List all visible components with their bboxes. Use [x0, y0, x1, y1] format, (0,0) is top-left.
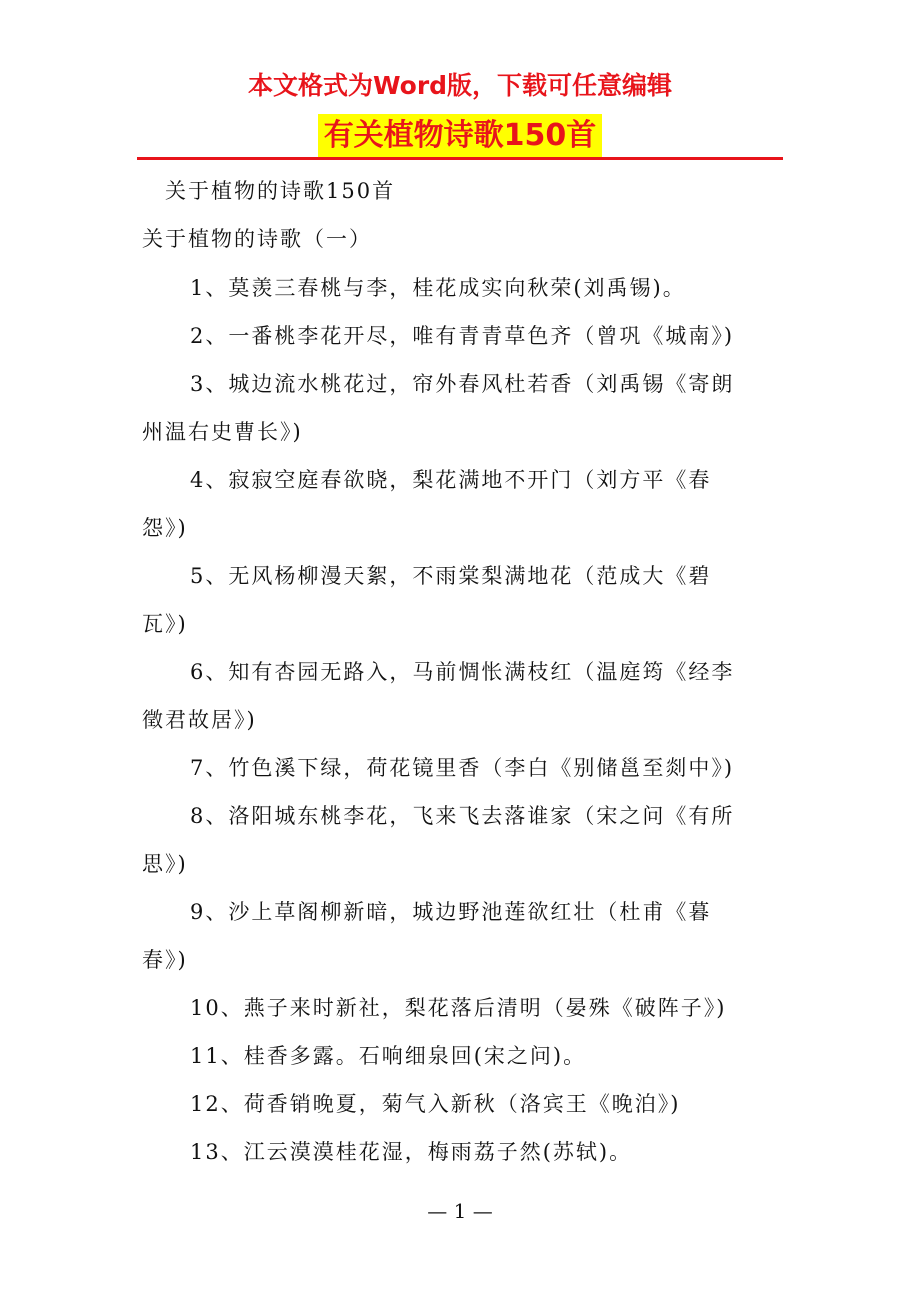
poem-line: 12、荷香销晚夏，菊气入新秋（洛宾王《晚泊》)	[190, 1092, 681, 1116]
poem-line: 13、江云漠漠桂花湿，梅雨荔子然(苏轼)。	[190, 1140, 633, 1164]
poem-line: 1、莫羡三春桃与李，桂花成实向秋荣(刘禹锡)。	[190, 276, 686, 300]
document-subtitle: 关于植物的诗歌150首	[165, 179, 396, 203]
poem-line: 7、竹色溪下绿，荷花镜里香（李白《别储邕至剡中》)	[190, 756, 735, 780]
poem-line: 6、知有杏园无路入，马前惆怅满枝红（温庭筠《经李	[190, 660, 735, 684]
poem-line: 3、城边流水桃花过，帘外春风杜若香（刘禹锡《寄朗	[190, 372, 735, 396]
document-title: 有关植物诗歌150首	[318, 114, 603, 158]
poem-line-continuation: 徵君故居》)	[142, 708, 257, 732]
poem-line: 5、无风杨柳漫天絮，不雨棠梨满地花（范成大《碧	[190, 564, 712, 588]
poem-line: 9、沙上草阁柳新暗，城边野池莲欲红壮（杜甫《暮	[190, 900, 712, 924]
poem-line-continuation: 春》)	[142, 948, 188, 972]
poem-line-continuation: 州温右史曹长》)	[142, 420, 303, 444]
poem-line-continuation: 思》)	[142, 852, 188, 876]
poem-line-continuation: 瓦》)	[142, 612, 188, 636]
poem-line: 8、洛阳城东桃李花，飞来飞去落谁家（宋之问《有所	[190, 804, 735, 828]
poem-line: 10、燕子来时新社，梨花落后清明（晏殊《破阵子》)	[190, 996, 727, 1020]
section-heading: 关于植物的诗歌（一）	[142, 227, 372, 251]
format-notice-banner: 本文格式为Word版，下载可任意编辑	[247, 71, 673, 100]
poem-line: 11、桂香多露。石响细泉回(宋之问)。	[190, 1044, 587, 1068]
poem-line-continuation: 怨》)	[142, 516, 188, 540]
poem-line: 4、寂寂空庭春欲晓，梨花满地不开门（刘方平《春	[190, 468, 712, 492]
page-number: — 1 —	[427, 1199, 493, 1223]
poem-line: 2、一番桃李花开尽，唯有青青草色齐（曾巩《城南》)	[190, 324, 735, 348]
